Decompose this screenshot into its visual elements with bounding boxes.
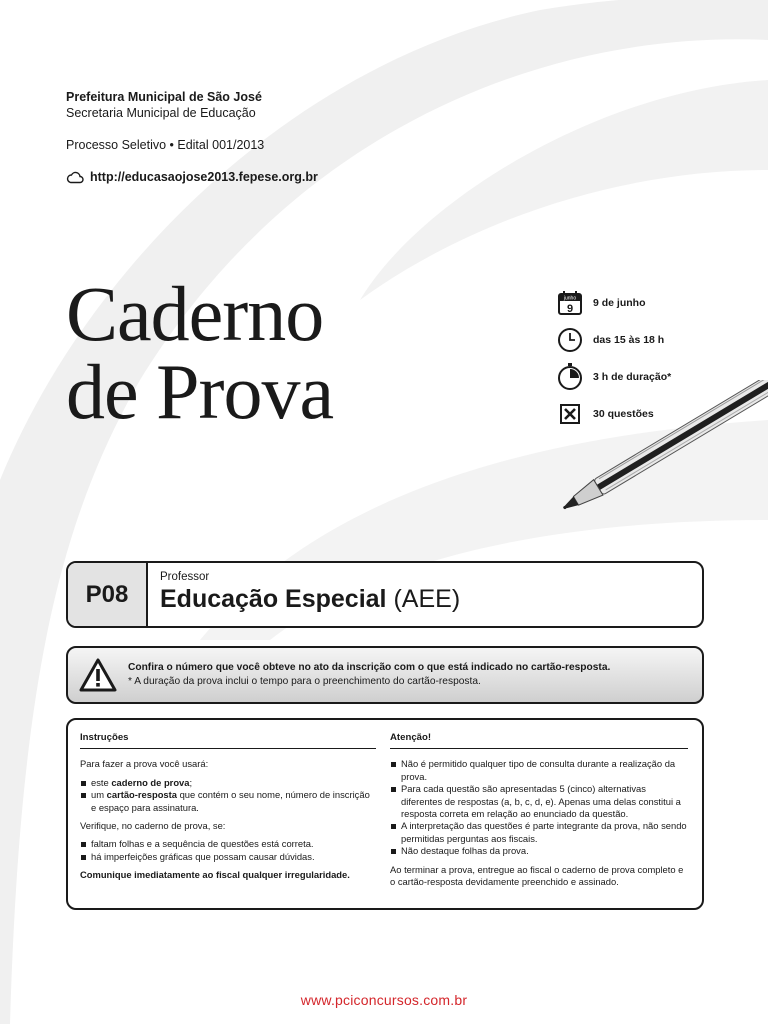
organization-name: Prefeitura Municipal de São José (66, 90, 262, 104)
info-time (556, 321, 756, 358)
questions-text: 30 questões (593, 407, 654, 420)
list-item: Não destaque folhas da prova. (390, 845, 688, 857)
date-text: 9 de junho (593, 296, 646, 309)
clock-icon (556, 326, 584, 354)
verify-list (80, 838, 376, 863)
page-title (66, 270, 334, 435)
list-item: Não é permitido qualquer tipo de consulta durante a realização da prova. (390, 758, 688, 783)
verify-text: Verifique, no caderno de prova, se: (80, 820, 226, 832)
department-name: Secretaria Municipal de Educação (66, 106, 256, 120)
footer-link[interactable]: www.pciconcursos.com.br (300, 992, 468, 1008)
instructions-column (80, 732, 376, 888)
test-suffix: (AEE) (393, 585, 461, 613)
cloud-icon (66, 170, 84, 184)
test-code: P08 (68, 563, 148, 626)
calendar-icon (556, 289, 584, 317)
list-item: Para cada questão são apresentadas 5 (cinco) alternativas diferentes de respostas (a, b, c, d, e). Apenas uma delas constitui a resposta correta em relação ao enunciado da questão. (390, 783, 688, 820)
attention-heading: Atenção! (390, 732, 688, 749)
warning-icon (68, 658, 128, 692)
website-link[interactable] (66, 170, 318, 184)
warning-note: * A duração da prova inclui o tempo para o preenchimento do cartão-resposta. (128, 676, 481, 687)
list-item: faltam folhas e a sequência de questões está correta. (80, 838, 376, 850)
info-date (556, 284, 756, 321)
process-label: Processo Seletivo • Edital 001/2013 (66, 138, 265, 152)
list-item: há imperfeições gráficas que possam causar dúvidas. (80, 851, 376, 863)
test-name: Educação Especial (160, 585, 387, 613)
warning-box (66, 646, 704, 704)
list-item: A interpretação das questões é parte integrante da prova, não sendo permitidas perguntas aos fiscais. (390, 820, 688, 845)
attention-closing: Ao terminar a prova, entregue ao fiscal o caderno de prova completo e o cartão-resposta devidamente preenchido e assinado. (390, 863, 684, 888)
test-title (160, 585, 460, 614)
list-item: um cartão-resposta que contém o seu nome, número de inscrição e espaço para assinatura. (80, 789, 376, 814)
instructions-closing: Comunique imediatamente ao fiscal qualquer irregularidade. (80, 869, 350, 881)
materials-list (80, 777, 376, 814)
attention-column (390, 732, 688, 894)
list-item: este caderno de prova; (80, 777, 376, 789)
test-identification (66, 561, 704, 628)
calendar-month: junho (563, 295, 577, 302)
website-url[interactable]: http://educasaojose2013.fepese.org.br (90, 170, 318, 184)
title-line-1: Caderno (66, 270, 324, 357)
pen-illustration (552, 380, 768, 520)
instructions-intro: Para fazer a prova você usará: (80, 758, 209, 770)
title-line-2: de Prova (66, 348, 334, 435)
instructions-heading: Instruções (80, 732, 376, 749)
warning-main: Confira o número que você obteve no ato da inscrição com o que está indicado no cartão-resposta. (128, 662, 611, 673)
test-category: Professor (160, 571, 210, 583)
calendar-day: 9 (566, 302, 574, 315)
instructions-box (66, 718, 704, 910)
attention-list (390, 758, 688, 857)
time-text: das 15 às 18 h (593, 333, 665, 346)
duration-text: 3 h de duração* (593, 370, 672, 383)
